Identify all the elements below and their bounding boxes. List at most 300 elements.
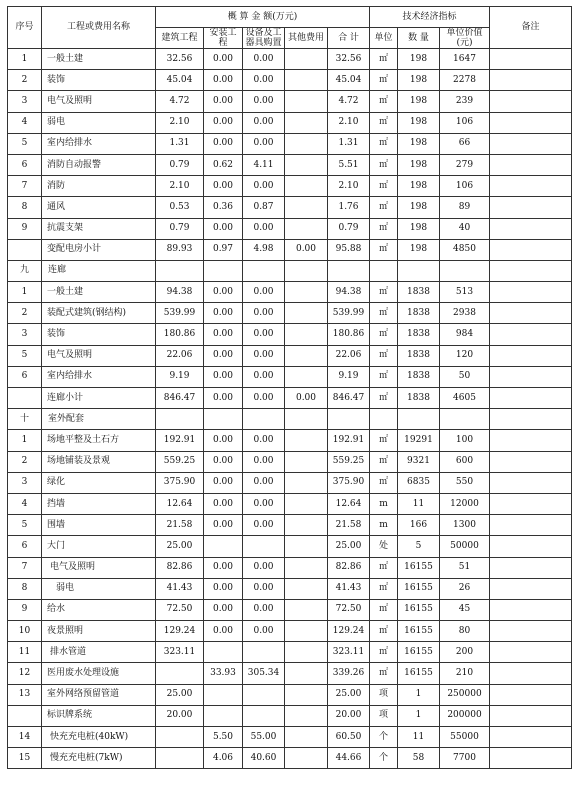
table-row	[8, 557, 572, 578]
cell-install: 0.00	[204, 303, 243, 324]
cell-unit-value: 239	[440, 91, 490, 112]
cell-unit-value: 50000	[440, 536, 490, 557]
cell-quantity: 198	[398, 154, 440, 175]
cell-equipment: 0.00	[243, 49, 285, 70]
cell-other	[285, 176, 328, 197]
cell-unit: ㎡	[370, 239, 398, 260]
cell-remarks	[490, 578, 572, 599]
cell-install: 0.97	[204, 239, 243, 260]
cell-unit: ㎡	[370, 451, 398, 472]
cell-building: 41.43	[156, 578, 204, 599]
cell-install: 0.00	[204, 218, 243, 239]
cell-remarks	[490, 557, 572, 578]
cell-total: 20.00	[328, 705, 370, 726]
cell-quantity: 1838	[398, 388, 440, 409]
cell-name: 室内给排水	[42, 133, 156, 154]
cell-seq	[8, 705, 42, 726]
cell-name: 挡墙	[42, 493, 156, 514]
cell-unit: 项	[370, 705, 398, 726]
cell-total: 180.86	[328, 324, 370, 345]
cell-name: 围墙	[42, 515, 156, 536]
cell-equipment: 305.34	[243, 663, 285, 684]
cell-seq: 10	[8, 621, 42, 642]
cell-total	[328, 409, 370, 430]
cell-quantity: 198	[398, 133, 440, 154]
cell-name: 一般土建	[42, 282, 156, 303]
cell-building	[156, 260, 204, 281]
cell-equipment: 0.00	[243, 70, 285, 91]
cell-install: 0.00	[204, 515, 243, 536]
cell-total: 5.51	[328, 154, 370, 175]
cell-building: 2.10	[156, 176, 204, 197]
cell-total: 25.00	[328, 684, 370, 705]
cell-unit	[370, 260, 398, 281]
table-row	[8, 663, 572, 684]
cell-unit: 处	[370, 536, 398, 557]
table-row	[8, 599, 572, 620]
cell-total: 323.11	[328, 642, 370, 663]
cell-quantity: 9321	[398, 451, 440, 472]
cell-building: 32.56	[156, 49, 204, 70]
cell-name: 一般土建	[42, 49, 156, 70]
header-estimate-group: 概 算 金 额(万元)	[156, 7, 370, 28]
cell-unit-value: 45	[440, 599, 490, 620]
cell-unit-value: 4850	[440, 239, 490, 260]
cell-unit-value: 50	[440, 366, 490, 387]
cell-building: 72.50	[156, 599, 204, 620]
cell-install: 0.00	[204, 557, 243, 578]
cell-unit: ㎡	[370, 282, 398, 303]
section-row	[8, 409, 572, 430]
cell-remarks	[490, 260, 572, 281]
header-quantity: 数 量	[398, 28, 440, 49]
cell-remarks	[490, 70, 572, 91]
cell-install: 0.00	[204, 599, 243, 620]
cell-seq: 2	[8, 451, 42, 472]
cell-quantity: 198	[398, 49, 440, 70]
cell-install: 0.36	[204, 197, 243, 218]
table-row	[8, 197, 572, 218]
cell-name: 给水	[42, 599, 156, 620]
section-row	[8, 260, 572, 281]
cell-building: 9.19	[156, 366, 204, 387]
cell-unit: 项	[370, 684, 398, 705]
cell-other	[285, 345, 328, 366]
cell-equipment: 0.87	[243, 197, 285, 218]
cell-building: 22.06	[156, 345, 204, 366]
cell-total: 45.04	[328, 70, 370, 91]
cell-install: 0.00	[204, 578, 243, 599]
cell-unit-value: 279	[440, 154, 490, 175]
cell-building: 0.79	[156, 154, 204, 175]
cell-unit-value: 120	[440, 345, 490, 366]
cell-remarks	[490, 515, 572, 536]
cell-total: 32.56	[328, 49, 370, 70]
cell-total: 44.66	[328, 748, 370, 769]
cell-other	[285, 684, 328, 705]
cell-total: 2.10	[328, 112, 370, 133]
cell-quantity: 198	[398, 176, 440, 197]
cell-seq: 8	[8, 197, 42, 218]
cell-remarks	[490, 49, 572, 70]
cell-total	[328, 260, 370, 281]
cell-unit: ㎡	[370, 472, 398, 493]
cell-other	[285, 430, 328, 451]
cell-unit-value: 250000	[440, 684, 490, 705]
cell-equipment: 40.60	[243, 748, 285, 769]
cell-building: 180.86	[156, 324, 204, 345]
cell-other	[285, 705, 328, 726]
cell-building: 2.10	[156, 112, 204, 133]
cell-equipment	[243, 684, 285, 705]
cell-name: 通风	[42, 197, 156, 218]
cell-building: 129.24	[156, 621, 204, 642]
cell-install: 0.00	[204, 282, 243, 303]
cell-equipment: 0.00	[243, 472, 285, 493]
cell-quantity: 11	[398, 493, 440, 514]
cell-quantity: 1838	[398, 324, 440, 345]
cell-install: 0.00	[204, 70, 243, 91]
cell-remarks	[490, 748, 572, 769]
cell-seq: 13	[8, 684, 42, 705]
cell-equipment: 0.00	[243, 366, 285, 387]
cell-remarks	[490, 599, 572, 620]
table-body	[8, 49, 572, 769]
cell-remarks	[490, 642, 572, 663]
cell-unit: ㎡	[370, 49, 398, 70]
cell-other: 0.00	[285, 388, 328, 409]
cell-unit: ㎡	[370, 197, 398, 218]
cell-total: 22.06	[328, 345, 370, 366]
header-install: 安装工程	[204, 28, 243, 49]
cell-name: 装饰	[42, 324, 156, 345]
cell-other	[285, 133, 328, 154]
cell-total: 846.47	[328, 388, 370, 409]
table-row	[8, 388, 572, 409]
cell-unit-value: 100	[440, 430, 490, 451]
cell-total: 60.50	[328, 727, 370, 748]
cell-unit-value: 210	[440, 663, 490, 684]
table-row	[8, 176, 572, 197]
cell-unit-value: 55000	[440, 727, 490, 748]
cell-name: 抗震支架	[42, 218, 156, 239]
cell-install: 33.93	[204, 663, 243, 684]
cell-install	[204, 642, 243, 663]
cell-building: 25.00	[156, 684, 204, 705]
cell-building: 323.11	[156, 642, 204, 663]
cell-seq: 5	[8, 515, 42, 536]
cell-unit-value: 550	[440, 472, 490, 493]
cell-install: 0.00	[204, 621, 243, 642]
cell-quantity: 16155	[398, 599, 440, 620]
cell-equipment: 0.00	[243, 578, 285, 599]
cell-name: 绿化	[42, 472, 156, 493]
table-row	[8, 705, 572, 726]
cell-unit-value: 200	[440, 642, 490, 663]
cell-building	[156, 663, 204, 684]
cell-seq: 6	[8, 536, 42, 557]
cell-equipment: 0.00	[243, 493, 285, 514]
cell-unit: ㎡	[370, 388, 398, 409]
cell-equipment: 0.00	[243, 621, 285, 642]
cell-quantity: 1838	[398, 303, 440, 324]
cell-name: 快充充电桩(40kW)	[42, 727, 156, 748]
cell-unit: ㎡	[370, 154, 398, 175]
cell-quantity: 19291	[398, 430, 440, 451]
cell-remarks	[490, 472, 572, 493]
cell-seq: 7	[8, 176, 42, 197]
cell-seq: 11	[8, 642, 42, 663]
cell-equipment: 0.00	[243, 133, 285, 154]
cell-other: 0.00	[285, 239, 328, 260]
cell-remarks	[490, 282, 572, 303]
cell-name: 电气及照明	[42, 91, 156, 112]
cell-install: 0.00	[204, 430, 243, 451]
cell-unit-value: 89	[440, 197, 490, 218]
cell-unit: m	[370, 493, 398, 514]
cell-seq: 3	[8, 324, 42, 345]
cell-quantity: 1	[398, 684, 440, 705]
cell-name: 消防	[42, 176, 156, 197]
cell-other	[285, 154, 328, 175]
cell-total: 9.19	[328, 366, 370, 387]
cell-other	[285, 324, 328, 345]
cell-name: 慢充充电桩(7kW)	[42, 748, 156, 769]
cell-seq: 5	[8, 133, 42, 154]
cell-other	[285, 536, 328, 557]
cell-unit: ㎡	[370, 70, 398, 91]
cell-unit-value: 1647	[440, 49, 490, 70]
table-row	[8, 366, 572, 387]
cell-unit-value: 7700	[440, 748, 490, 769]
cell-equipment: 0.00	[243, 218, 285, 239]
cell-equipment: 4.98	[243, 239, 285, 260]
cell-building: 192.91	[156, 430, 204, 451]
cell-equipment: 0.00	[243, 324, 285, 345]
cell-quantity: 198	[398, 197, 440, 218]
cell-seq: 1	[8, 49, 42, 70]
header-remarks: 备注	[490, 7, 572, 49]
cell-building: 0.79	[156, 218, 204, 239]
cell-equipment: 0.00	[243, 430, 285, 451]
cell-install: 0.00	[204, 472, 243, 493]
table-row	[8, 621, 572, 642]
cell-equipment: 0.00	[243, 282, 285, 303]
cell-building	[156, 727, 204, 748]
table-row	[8, 430, 572, 451]
table-row	[8, 154, 572, 175]
cell-unit: ㎡	[370, 642, 398, 663]
cell-equipment: 0.00	[243, 557, 285, 578]
table-row	[8, 727, 572, 748]
cell-other	[285, 218, 328, 239]
cell-name: 室外配套	[42, 409, 156, 430]
cell-other	[285, 557, 328, 578]
cell-name: 连廊	[42, 260, 156, 281]
estimate-table	[7, 6, 572, 769]
cell-remarks	[490, 197, 572, 218]
table-row	[8, 91, 572, 112]
cell-remarks	[490, 176, 572, 197]
cell-other	[285, 282, 328, 303]
cell-total: 192.91	[328, 430, 370, 451]
cell-unit: ㎡	[370, 324, 398, 345]
cell-name: 装配式建筑(钢结构)	[42, 303, 156, 324]
cell-install: 0.00	[204, 451, 243, 472]
cell-total: 375.90	[328, 472, 370, 493]
cell-quantity: 198	[398, 218, 440, 239]
cell-seq: 9	[8, 599, 42, 620]
cell-remarks	[490, 345, 572, 366]
cell-remarks	[490, 388, 572, 409]
cell-unit-value: 26	[440, 578, 490, 599]
cell-total: 1.76	[328, 197, 370, 218]
cell-building: 82.86	[156, 557, 204, 578]
cell-unit: ㎡	[370, 557, 398, 578]
cell-remarks	[490, 493, 572, 514]
cell-equipment	[243, 536, 285, 557]
cell-seq: 2	[8, 70, 42, 91]
cell-remarks	[490, 324, 572, 345]
cell-seq: 4	[8, 112, 42, 133]
cell-name: 标识牌系统	[42, 705, 156, 726]
table-row	[8, 239, 572, 260]
cell-total: 25.00	[328, 536, 370, 557]
cell-equipment	[243, 260, 285, 281]
cell-unit-value	[440, 409, 490, 430]
cell-unit: ㎡	[370, 91, 398, 112]
table-row	[8, 70, 572, 91]
cell-equipment: 0.00	[243, 303, 285, 324]
cell-other	[285, 748, 328, 769]
cell-remarks	[490, 303, 572, 324]
cell-unit: ㎡	[370, 621, 398, 642]
cell-remarks	[490, 727, 572, 748]
cell-other	[285, 112, 328, 133]
cell-remarks	[490, 536, 572, 557]
cell-seq: 9	[8, 218, 42, 239]
cell-name: 场地平整及土石方	[42, 430, 156, 451]
cell-total: 41.43	[328, 578, 370, 599]
cell-other	[285, 303, 328, 324]
table-row	[8, 493, 572, 514]
cell-total: 539.99	[328, 303, 370, 324]
cell-unit-value: 513	[440, 282, 490, 303]
cell-other	[285, 642, 328, 663]
cell-remarks	[490, 218, 572, 239]
cell-name: 弱电	[42, 112, 156, 133]
cell-unit-value: 2278	[440, 70, 490, 91]
cell-other	[285, 515, 328, 536]
cell-install: 0.62	[204, 154, 243, 175]
cell-seq: 九	[8, 260, 42, 281]
cell-equipment: 0.00	[243, 515, 285, 536]
cell-remarks	[490, 409, 572, 430]
cell-install: 0.00	[204, 388, 243, 409]
cell-quantity: 1	[398, 705, 440, 726]
cell-remarks	[490, 663, 572, 684]
cell-quantity: 16155	[398, 621, 440, 642]
cell-remarks	[490, 621, 572, 642]
cell-name: 电气及照明	[42, 345, 156, 366]
cell-quantity: 16155	[398, 578, 440, 599]
cell-seq: 4	[8, 493, 42, 514]
cell-unit-value: 12000	[440, 493, 490, 514]
cell-seq: 6	[8, 154, 42, 175]
cell-install: 0.00	[204, 133, 243, 154]
table-row	[8, 345, 572, 366]
cell-quantity: 198	[398, 239, 440, 260]
cell-other	[285, 472, 328, 493]
cell-quantity: 6835	[398, 472, 440, 493]
cell-equipment: 4.11	[243, 154, 285, 175]
cell-unit-value: 51	[440, 557, 490, 578]
cell-install: 0.00	[204, 112, 243, 133]
cell-quantity: 198	[398, 91, 440, 112]
cell-seq: 1	[8, 282, 42, 303]
cell-remarks	[490, 430, 572, 451]
cell-seq: 5	[8, 345, 42, 366]
cell-quantity: 198	[398, 112, 440, 133]
cell-other	[285, 578, 328, 599]
cell-other	[285, 621, 328, 642]
cell-total: 339.26	[328, 663, 370, 684]
cell-total: 2.10	[328, 176, 370, 197]
header-row-1	[8, 7, 572, 28]
cell-quantity: 5	[398, 536, 440, 557]
cell-unit: m	[370, 515, 398, 536]
cell-remarks	[490, 366, 572, 387]
cell-unit: ㎡	[370, 663, 398, 684]
cell-equipment	[243, 642, 285, 663]
table-row	[8, 536, 572, 557]
cell-seq: 15	[8, 748, 42, 769]
cell-quantity: 16155	[398, 557, 440, 578]
cell-install	[204, 705, 243, 726]
cell-remarks	[490, 154, 572, 175]
cell-building: 45.04	[156, 70, 204, 91]
table-row	[8, 642, 572, 663]
cell-building: 539.99	[156, 303, 204, 324]
cell-other	[285, 727, 328, 748]
cell-other	[285, 260, 328, 281]
cell-other	[285, 599, 328, 620]
cell-unit-value: 984	[440, 324, 490, 345]
cell-quantity: 58	[398, 748, 440, 769]
cell-other	[285, 493, 328, 514]
cell-equipment: 0.00	[243, 345, 285, 366]
cell-unit-value: 66	[440, 133, 490, 154]
cell-equipment: 0.00	[243, 91, 285, 112]
cell-total: 21.58	[328, 515, 370, 536]
header-other: 其他费用	[285, 28, 328, 49]
cell-unit: ㎡	[370, 366, 398, 387]
header-unit-value: 单位价值(元)	[440, 28, 490, 49]
table-row	[8, 218, 572, 239]
cell-other	[285, 49, 328, 70]
cell-seq: 1	[8, 430, 42, 451]
cell-building	[156, 409, 204, 430]
cell-remarks	[490, 112, 572, 133]
cell-name: 弱电	[42, 578, 156, 599]
table-row	[8, 49, 572, 70]
cell-seq: 3	[8, 91, 42, 112]
cell-quantity: 11	[398, 727, 440, 748]
cell-unit: ㎡	[370, 133, 398, 154]
cell-unit: 个	[370, 748, 398, 769]
cell-building: 89.93	[156, 239, 204, 260]
cell-unit-value: 4605	[440, 388, 490, 409]
